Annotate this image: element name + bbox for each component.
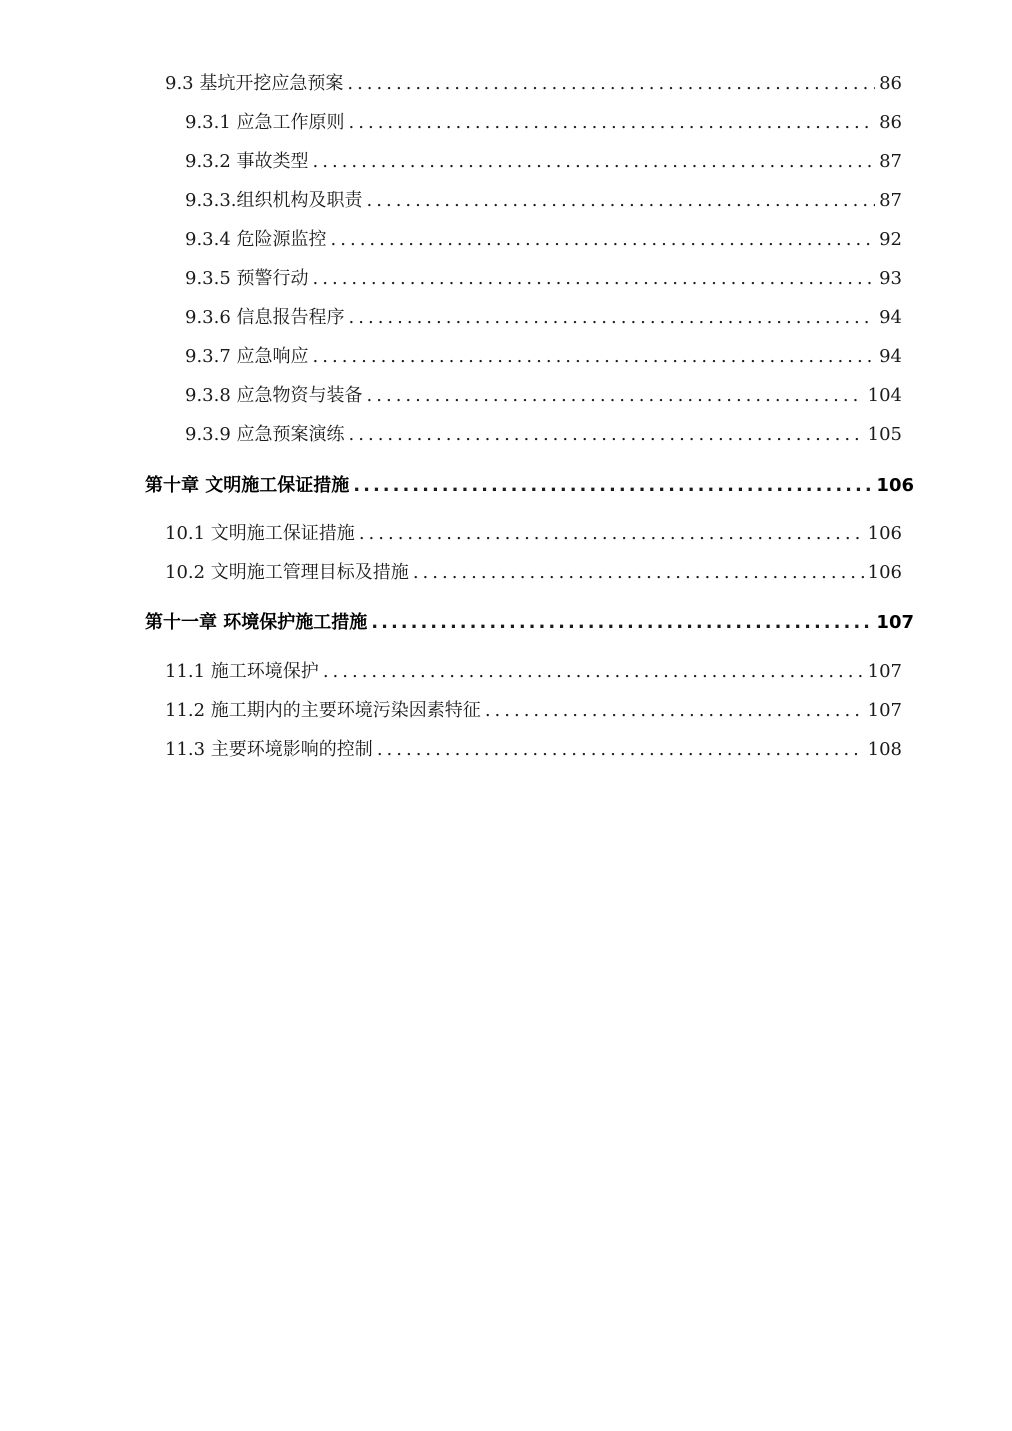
toc-entry-9-3-3[interactable] [185, 189, 902, 213]
toc-entry-label: 9.3.8 应急物资与装备 [185, 385, 363, 406]
toc-entry-9-3-9[interactable] [185, 423, 902, 447]
toc-chapter-page: 106 [876, 475, 914, 496]
dot-leader [323, 660, 864, 684]
toc-entry-label: 9.3.3.组织机构及职责 [185, 190, 363, 211]
toc-entry-10-2[interactable] [165, 561, 902, 585]
dot-leader [349, 111, 876, 135]
dot-leader [371, 611, 872, 635]
toc-entry-page: 87 [879, 190, 902, 211]
toc-entry-page: 86 [879, 73, 902, 94]
toc-entry-9-3-5[interactable] [185, 267, 902, 291]
toc-entry-10-1[interactable] [165, 522, 902, 546]
toc-entry-label: 9.3.7 应急响应 [185, 346, 309, 367]
toc-entry-11-1[interactable] [165, 660, 902, 684]
toc-entry-page: 106 [867, 523, 902, 544]
toc-chapter-10[interactable] [145, 474, 914, 498]
toc-entry-page: 106 [867, 562, 902, 583]
dot-leader [367, 189, 876, 213]
dot-leader [347, 72, 875, 96]
dot-leader [359, 522, 864, 546]
toc-entry-label: 11.1 施工环境保护 [165, 661, 319, 682]
toc-entry-9-3-2[interactable] [185, 150, 902, 174]
dot-leader [367, 384, 864, 408]
toc-entry-label: 9.3.9 应急预案演练 [185, 424, 345, 445]
dot-leader [313, 345, 876, 369]
toc-entry-page: 107 [867, 700, 902, 721]
toc-entry-9-3-1[interactable] [185, 111, 902, 135]
toc-entry-page: 87 [879, 151, 902, 172]
toc-entry-label: 9.3.4 危险源监控 [185, 229, 327, 250]
toc-entry-11-3[interactable] [165, 738, 902, 762]
toc-entry-label: 9.3 基坑开挖应急预案 [165, 73, 344, 94]
toc-entry-label: 11.3 主要环境影响的控制 [165, 739, 373, 760]
toc-entry-label: 9.3.6 信息报告程序 [185, 307, 345, 328]
toc-entry-label: 9.3.1 应急工作原则 [185, 112, 345, 133]
dot-leader [349, 423, 864, 447]
dot-leader [377, 738, 864, 762]
toc-entry-label: 9.3.2 事故类型 [185, 151, 309, 172]
toc-entry-page: 92 [879, 229, 902, 250]
toc-entry-page: 104 [867, 385, 902, 406]
dot-leader [349, 306, 876, 330]
toc-entry-label: 10.2 文明施工管理目标及措施 [165, 562, 409, 583]
toc-chapter-label: 第十一章 环境保护施工措施 [145, 612, 368, 633]
toc-entry-page: 105 [867, 424, 902, 445]
toc-entry-label: 11.2 施工期内的主要环境污染因素特征 [165, 700, 481, 721]
toc-entry-page: 93 [879, 268, 902, 289]
toc-entry-label: 9.3.5 预警行动 [185, 268, 309, 289]
toc-entry-page: 107 [867, 661, 902, 682]
toc-entry-label: 10.1 文明施工保证措施 [165, 523, 355, 544]
toc-entry-11-2[interactable] [165, 699, 902, 723]
toc-entry-page: 108 [867, 739, 902, 760]
toc-entry-page: 94 [879, 307, 902, 328]
toc-entry-9-3-8[interactable] [185, 384, 902, 408]
toc-chapter-label: 第十章 文明施工保证措施 [145, 475, 350, 496]
toc-entry-page: 86 [879, 112, 902, 133]
dot-leader [413, 561, 864, 585]
toc-chapter-page: 107 [876, 612, 914, 633]
toc-entry-9-3-6[interactable] [185, 306, 902, 330]
dot-leader [313, 150, 876, 174]
dot-leader [313, 267, 876, 291]
toc-entry-9-3-4[interactable] [185, 228, 902, 252]
toc-entry-9-3-7[interactable] [185, 345, 902, 369]
dot-leader [485, 699, 864, 723]
dot-leader [353, 474, 872, 498]
toc-chapter-11[interactable] [145, 611, 914, 635]
toc-entry-page: 94 [879, 346, 902, 367]
dot-leader [331, 228, 876, 252]
toc-entry-9-3[interactable] [165, 72, 902, 96]
